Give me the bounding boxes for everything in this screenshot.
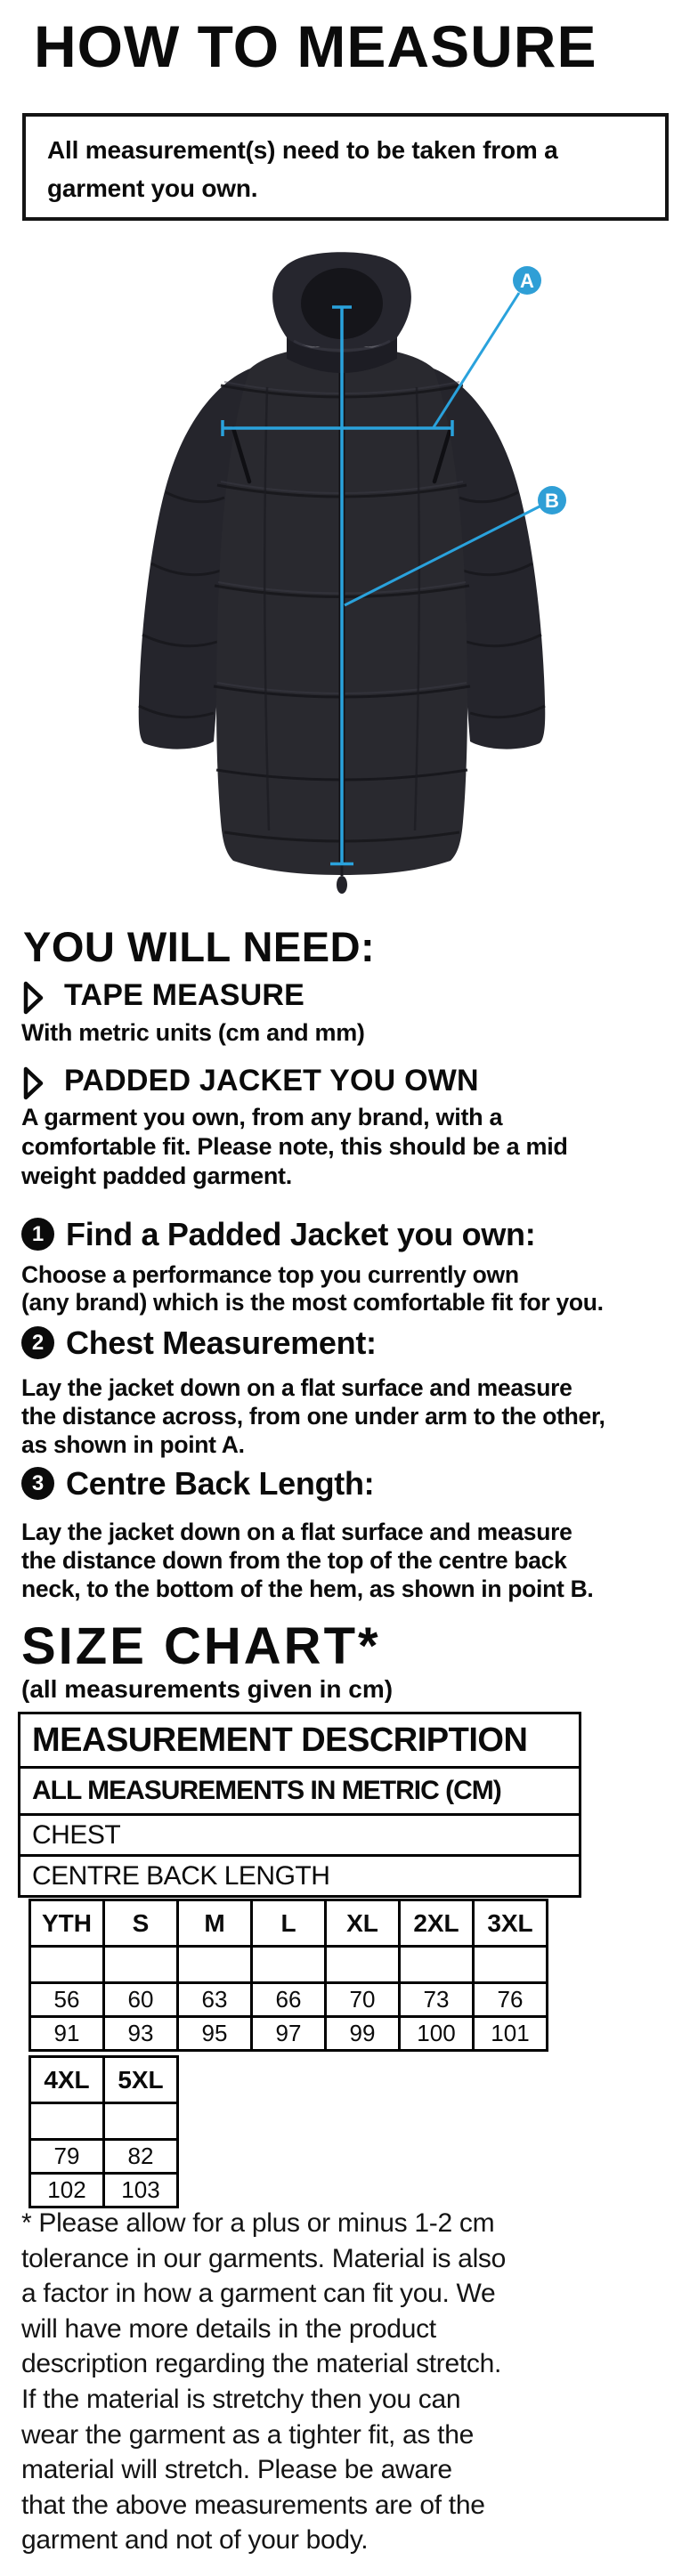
size-cell: 99 (326, 2017, 400, 2051)
step-line: the distance across, from one under arm to the other, (21, 1403, 605, 1430)
size-cell: 91 (30, 2017, 104, 2051)
size-cell: 103 (104, 2174, 178, 2207)
footnote-line: wear the garment as a tighter fit, as the (21, 2419, 474, 2450)
jacket-measurement-figure (0, 252, 682, 902)
size-empty-row (30, 2103, 178, 2140)
footnote-line: that the above measurements are of the (21, 2490, 485, 2520)
triangle-bullet-icon (22, 1066, 44, 1100)
footnote-line: description regarding the material stretch. (21, 2349, 502, 2379)
size-header-cell: L (252, 1900, 326, 1947)
size-cell (30, 1947, 104, 1983)
size-header-cell: YTH (30, 1900, 104, 1947)
need-item-tape-measure-desc: With metric units (cm and mm) (21, 1019, 365, 1046)
step-line: Lay the jacket down on a flat surface and measure (21, 1519, 572, 1545)
footnote-line: garment and not of your body. (21, 2525, 369, 2556)
step-2-paragraph (21, 1373, 605, 1459)
step-3-paragraph (21, 1518, 594, 1603)
footnote-line: material will stretch. Please be aware (21, 2455, 452, 2485)
need-item-padded-jacket-desc (21, 1103, 568, 1191)
size-chart-subheading: (all measurements given in cm) (21, 1675, 394, 1703)
size-cell: 63 (178, 1983, 252, 2017)
step-1-number-badge (21, 1218, 54, 1251)
size-cell (400, 1947, 474, 1983)
table-row (20, 1713, 581, 1768)
centre-back-values-row (30, 2174, 178, 2207)
step-line: (any brand) which is the most comfortable fit for you. (21, 1289, 604, 1316)
point-b-label: B (545, 490, 559, 512)
step-line: Lay the jacket down on a flat surface and measure (21, 1374, 572, 1401)
size-header-cell: 4XL (30, 2057, 104, 2103)
size-cell (30, 2103, 104, 2140)
step-3-number-badge (21, 1467, 54, 1500)
footnote-line: will have more details in the product (21, 2313, 436, 2344)
size-cell: 82 (104, 2140, 178, 2174)
footnote-line: tolerance in our garments. Material is also (21, 2243, 507, 2273)
size-cell: 101 (474, 2017, 548, 2051)
size-header-cell: 5XL (104, 2057, 178, 2103)
description-units-cell: ALL MEASUREMENTS IN METRIC (CM) (20, 1768, 581, 1815)
footnote-line: a factor in how a garment can fit you. We (21, 2279, 496, 2309)
point-a-badge (513, 266, 541, 295)
table-row (20, 1815, 581, 1856)
size-cell (104, 2103, 178, 2140)
measurement-description-table (18, 1712, 581, 1898)
size-cell (178, 1947, 252, 1983)
size-header-cell: 2XL (400, 1900, 474, 1947)
notice-box (22, 113, 669, 221)
size-header-cell: S (104, 1900, 178, 1947)
you-will-need-heading: YOU WILL NEED: (23, 923, 376, 970)
table-row (20, 1856, 581, 1897)
size-cell (474, 1947, 548, 1983)
page-title: HOW TO MEASURE (34, 13, 597, 79)
desc-line: comfortable fit. Please note, this should be a mid (21, 1133, 568, 1160)
size-cell: 70 (326, 1983, 400, 2017)
size-header-row (30, 2057, 178, 2103)
step-1-paragraph (21, 1261, 604, 1316)
size-chart-heading: SIZE CHART* (21, 1617, 381, 1675)
centre-back-values-row (30, 2017, 548, 2051)
step-line: the distance down from the top of the centre back (21, 1547, 567, 1574)
size-empty-row (30, 1947, 548, 1983)
triangle-bullet-icon (22, 981, 44, 1015)
step-line: as shown in point A. (21, 1431, 245, 1458)
size-cell: 95 (178, 2017, 252, 2051)
size-cell: 73 (400, 1983, 474, 2017)
size-cell: 102 (30, 2174, 104, 2207)
size-cell: 100 (400, 2017, 474, 2051)
size-cell: 93 (104, 2017, 178, 2051)
size-cell: 60 (104, 1983, 178, 2017)
desc-line: weight padded garment. (21, 1162, 292, 1189)
size-cell (104, 1947, 178, 1983)
description-header-cell: MEASUREMENT DESCRIPTION (20, 1713, 581, 1768)
size-header-cell: 3XL (474, 1900, 548, 1947)
notice-line-2: garment you own. (47, 174, 258, 202)
step-number: 1 (31, 1221, 45, 1246)
size-cell (252, 1947, 326, 1983)
notice-line-1: All measurement(s) need to be taken from a (47, 136, 558, 164)
step-line: neck, to the bottom of the hem, as shown in point B. (21, 1576, 594, 1602)
step-2-number-badge (21, 1326, 54, 1359)
size-chart-main-table (28, 1899, 548, 2052)
point-b-badge (538, 486, 566, 514)
point-a-label: A (520, 270, 534, 292)
size-cell: 79 (30, 2140, 104, 2174)
footnote-line: If the material is stretchy then you can (21, 2384, 461, 2414)
size-cell: 66 (252, 1983, 326, 2017)
size-chart-extended-table (28, 2055, 179, 2208)
need-item-tape-measure-title: TAPE MEASURE (64, 978, 305, 1012)
step-line: Choose a performance top you currently own (21, 1261, 519, 1288)
desc-line: A garment you own, from any brand, with a (21, 1104, 503, 1130)
size-cell: 76 (474, 1983, 548, 2017)
step-3-heading: Centre Back Length: (66, 1465, 375, 1502)
step-2-heading: Chest Measurement: (66, 1324, 377, 1361)
tolerance-footnote (21, 2206, 645, 2558)
size-header-cell: XL (326, 1900, 400, 1947)
chest-values-row (30, 2140, 178, 2174)
step-number: 2 (31, 1330, 45, 1355)
size-cell: 97 (252, 2017, 326, 2051)
size-header-cell: M (178, 1900, 252, 1947)
footnote-line: * Please allow for a plus or minus 1-2 cm (21, 2208, 495, 2238)
step-number: 3 (31, 1470, 45, 1495)
size-cell: 56 (30, 1983, 104, 2017)
need-item-padded-jacket-title: PADDED JACKET YOU OWN (64, 1064, 479, 1098)
table-row (20, 1768, 581, 1815)
size-cell (326, 1947, 400, 1983)
step-1-heading: Find a Padded Jacket you own: (66, 1216, 536, 1252)
size-header-row (30, 1900, 548, 1947)
chest-values-row (30, 1983, 548, 2017)
description-chest-cell: CHEST (20, 1815, 581, 1856)
description-centre-back-cell: CENTRE BACK LENGTH (20, 1856, 581, 1897)
